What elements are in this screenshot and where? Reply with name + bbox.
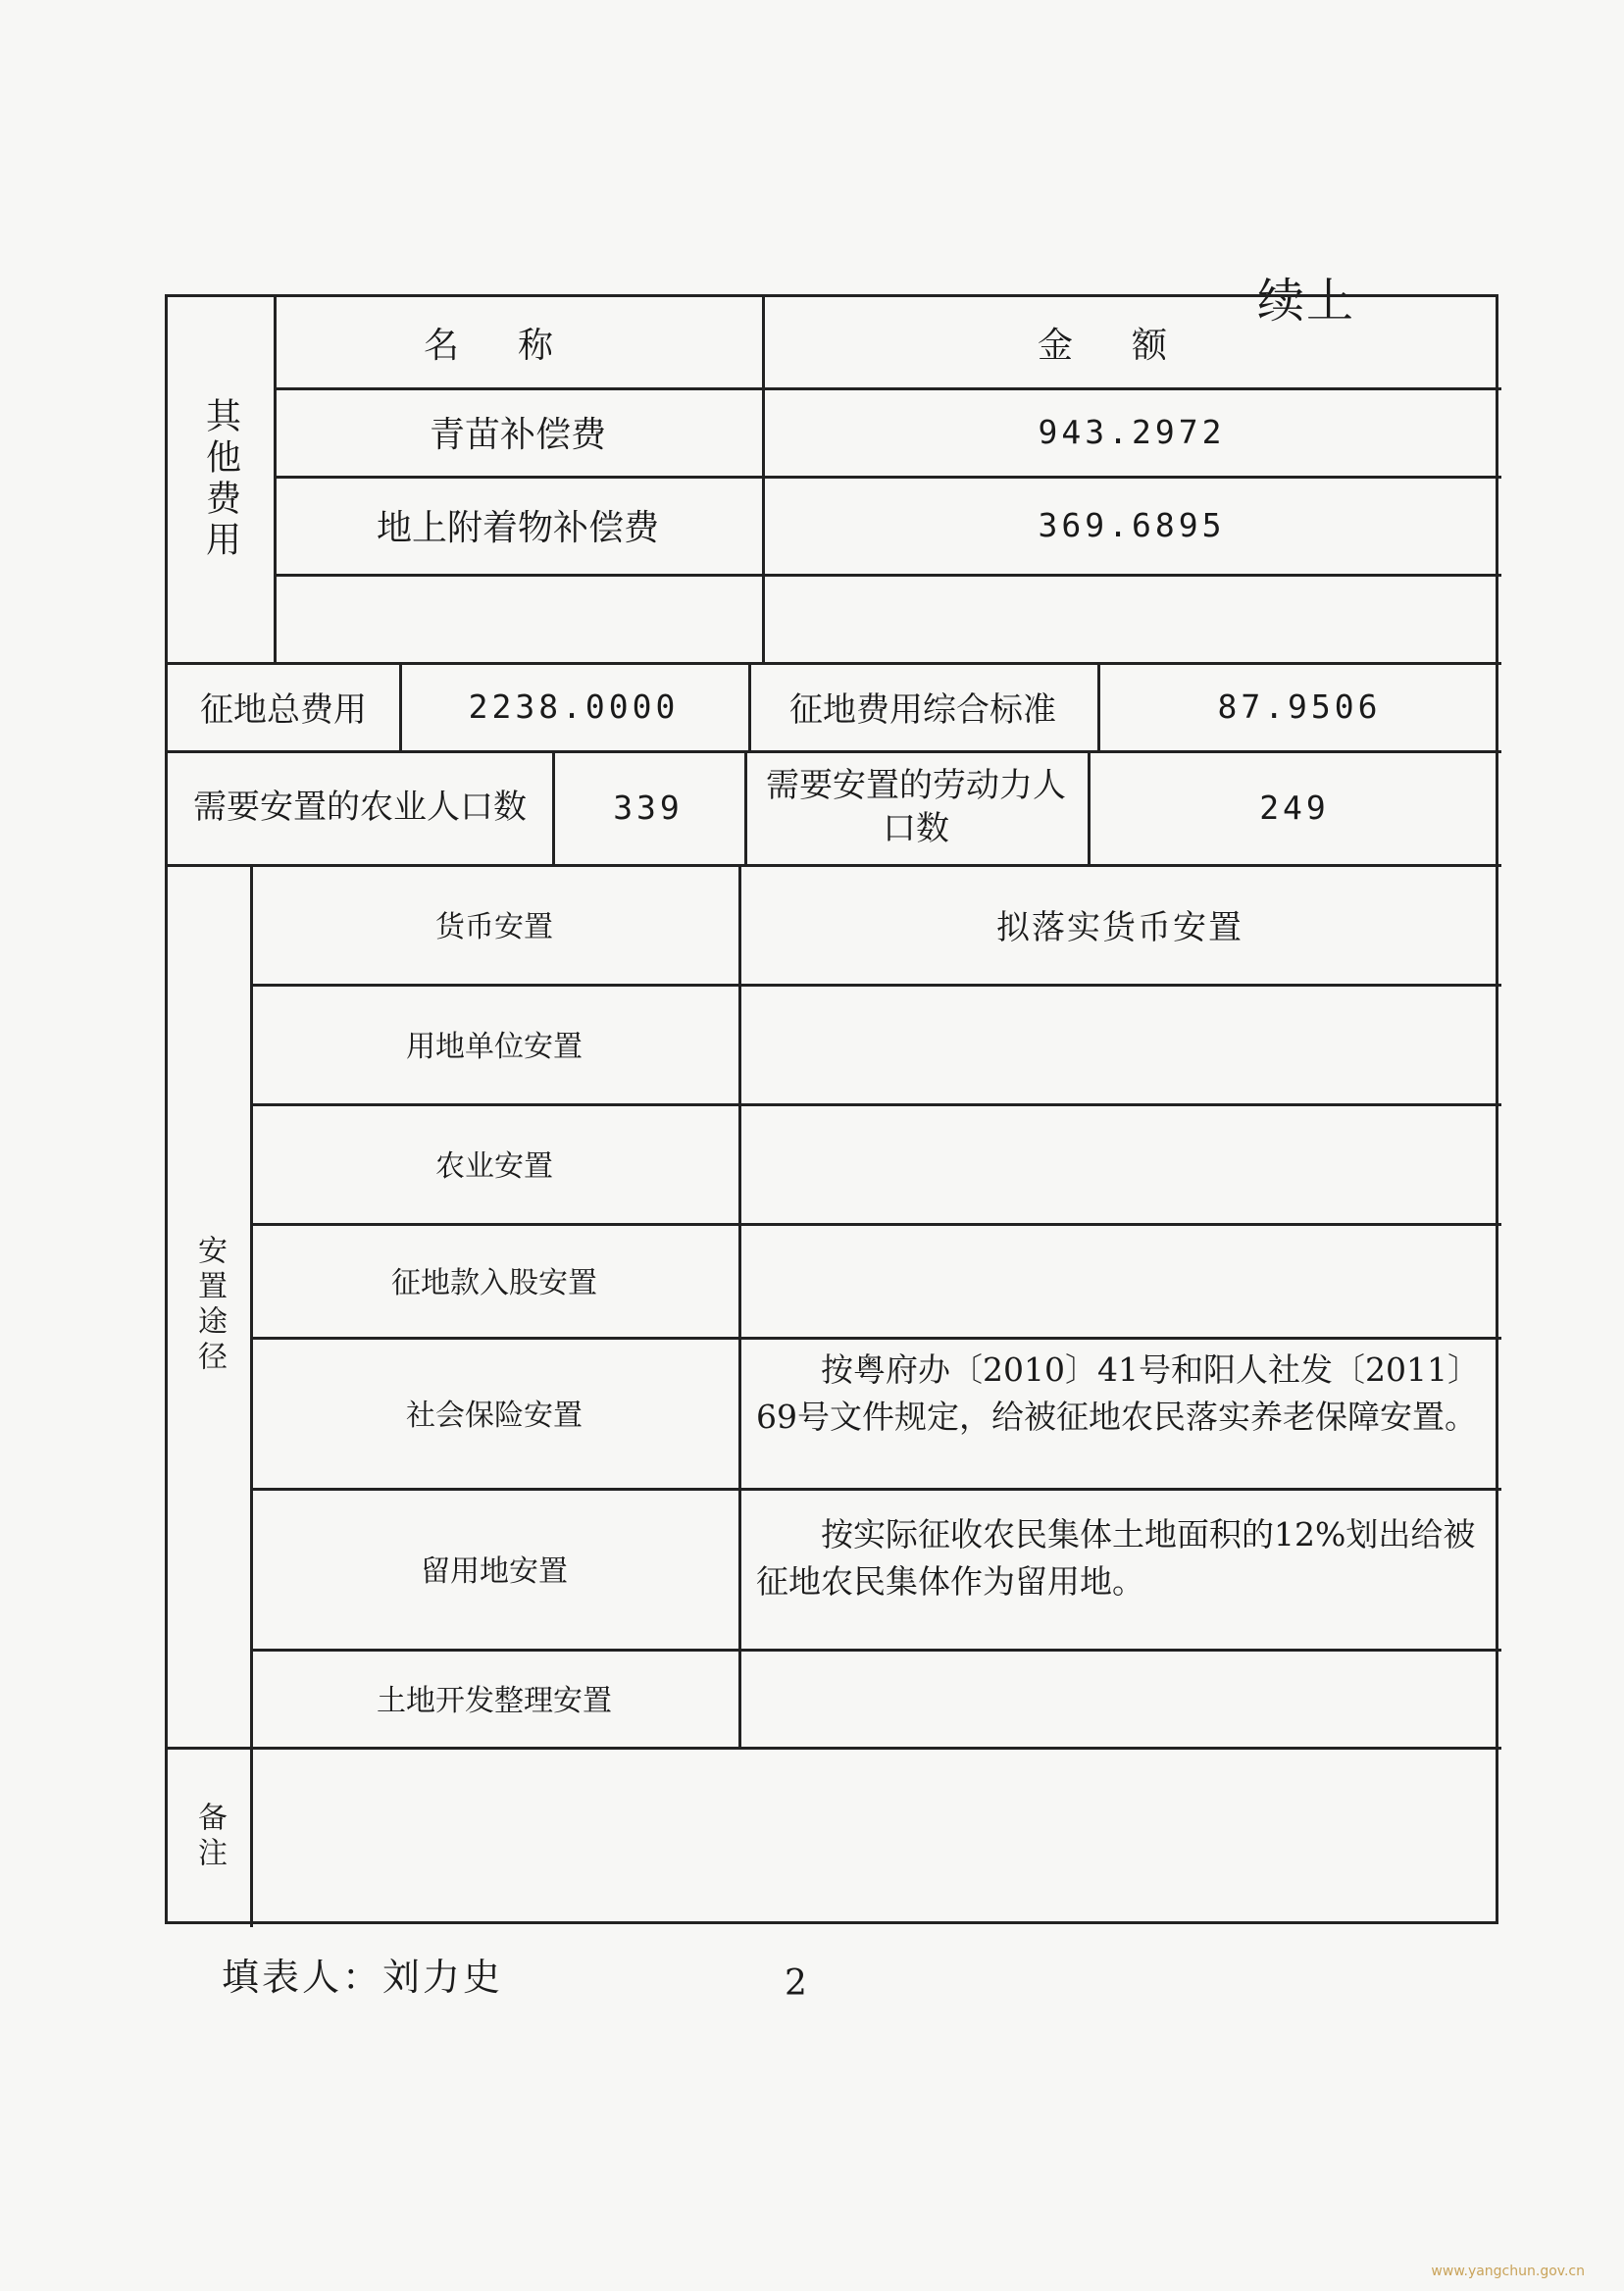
detail-land-development (738, 1649, 1501, 1747)
land-expropriation-table (165, 294, 1498, 1924)
detail-agricultural (738, 1103, 1501, 1223)
labor-population-label: 需要安置的劳动力人口数 (766, 765, 1066, 848)
form-filler (222, 1947, 503, 2001)
remarks-content (250, 1747, 1501, 1927)
watermark-logo: www.yangchun.gov.cn (1431, 2264, 1585, 2279)
method-monetary: 货币安置 (435, 910, 553, 944)
agricultural-population-value: 339 (613, 788, 684, 827)
resettlement-section-label: 安置途径 (192, 1235, 227, 1376)
fee-name-empty (274, 574, 762, 662)
form-filler-label: 填表人： (222, 1956, 383, 1999)
detail-reserved-land: 按实际征收农民集体土地面积的12%划出给被征地农民集体作为留用地。 (756, 1515, 1476, 1601)
total-cost-value: 2238.0000 (468, 687, 680, 726)
detail-monetary: 拟落实货币安置 (996, 907, 1243, 947)
fee-name-attachment-compensation: 地上附着物补偿费 (376, 507, 659, 548)
method-employer: 用地单位安置 (406, 1030, 583, 1064)
fee-amount-empty (762, 574, 1501, 662)
fee-amount-attachment-compensation: 369.6895 (1038, 505, 1226, 544)
detail-social-insurance: 按粤府办〔2010〕41号和阳人社发〔2011〕69号文件规定，给被征地农民落实养老保障安置。 (756, 1350, 1480, 1436)
method-social-insurance: 社会保险安置 (406, 1399, 583, 1433)
fee-amount-seedling-compensation: 943.2972 (1038, 412, 1226, 451)
page-number: 2 (785, 1963, 807, 2004)
composite-standard-label: 征地费用综合标准 (789, 689, 1056, 730)
labor-population-value: 249 (1259, 788, 1330, 827)
composite-standard-value: 87.9506 (1217, 687, 1382, 726)
method-agricultural: 农业安置 (435, 1149, 553, 1184)
form-filler-name: 刘力史 (382, 1956, 504, 1999)
detail-equity (738, 1223, 1501, 1337)
detail-employer (738, 984, 1501, 1103)
method-land-development: 土地开发整理安置 (377, 1684, 612, 1718)
column-header-amount: 金额 (1037, 325, 1226, 366)
continued-label: 续上 (1257, 274, 1356, 329)
other-fees-section-label: 其他费用 (200, 397, 241, 562)
remarks-label: 备注 (192, 1802, 227, 1872)
fee-name-seedling-compensation: 青苗补偿费 (429, 414, 606, 455)
total-cost-label: 征地总费用 (200, 689, 367, 730)
method-reserved-land: 留用地安置 (421, 1554, 568, 1589)
agricultural-population-label: 需要安置的农业人口数 (193, 787, 527, 827)
column-header-name: 名称 (423, 325, 612, 366)
method-equity: 征地款入股安置 (391, 1266, 597, 1300)
